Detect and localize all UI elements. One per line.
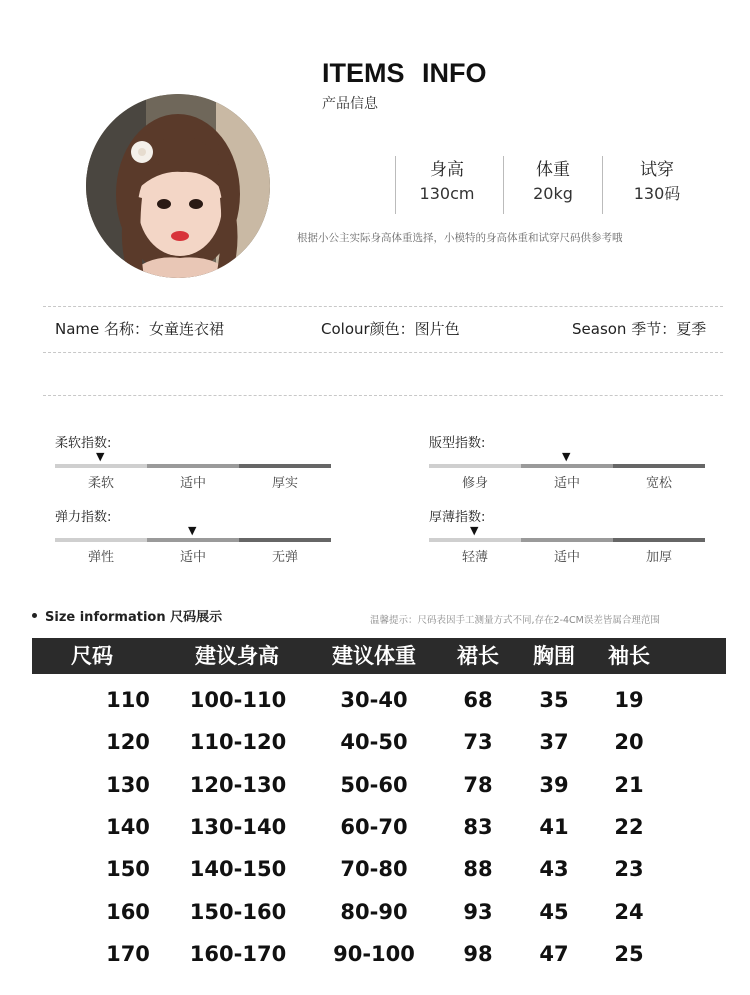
size-table-cell: 45 <box>539 899 569 924</box>
size-table-cell: 43 <box>539 857 569 882</box>
stat-weight <box>504 156 602 214</box>
items-info-title: ITEMS INFO <box>322 58 487 88</box>
size-table-cell: 22 <box>614 814 644 839</box>
fit-option: 宽松 <box>645 476 672 491</box>
scale-segment <box>55 538 147 542</box>
thickness-index-title: 厚薄指数: <box>429 510 486 525</box>
elasticity-options <box>55 546 331 564</box>
stat-tryon-value: 130码 <box>633 184 681 203</box>
fit-marker-icon: ▼ <box>562 450 571 463</box>
elasticity-option: 弹性 <box>87 550 114 565</box>
size-table-cell: 90-100 <box>333 941 415 966</box>
product-season: Season 季节：夏季 <box>572 320 707 338</box>
elasticity-option: 无弹 <box>271 550 298 565</box>
fit-option: 修身 <box>461 476 488 491</box>
size-table-cell: 120-130 <box>189 772 287 797</box>
size-table-cell: 150-160 <box>189 899 287 924</box>
stat-height-value: 130cm <box>419 184 475 203</box>
size-table-cell: 150 <box>106 857 150 882</box>
scale-segment <box>429 538 521 542</box>
size-table-cell: 73 <box>463 730 493 755</box>
size-table-cell: 19 <box>614 688 644 712</box>
scale-segment <box>147 538 239 542</box>
elasticity-marker-icon: ▼ <box>188 524 197 537</box>
thickness-marker-icon: ▼ <box>470 524 479 537</box>
elasticity-scale <box>55 538 331 542</box>
size-tip: 温馨提示：尺码表因手工测量方式不同,存在2-4CM误差皆属合理范围 <box>370 615 660 626</box>
scale-segment <box>613 538 705 542</box>
stat-tryon <box>608 156 706 214</box>
softness-option: 适中 <box>179 476 206 491</box>
softness-option: 厚实 <box>271 476 298 491</box>
size-info-title: Size information 尺码展示 <box>45 610 223 625</box>
size-table-cell: 88 <box>463 857 493 882</box>
size-table-header-cell: 尺码 <box>71 644 113 668</box>
thickness-option: 轻薄 <box>461 550 488 565</box>
softness-options <box>55 472 331 490</box>
size-table-cell: 40-50 <box>340 730 408 755</box>
thickness-scale <box>429 538 705 542</box>
product-name: Name 名称：女童连衣裙 <box>55 320 225 338</box>
softness-scale <box>55 464 331 468</box>
size-table-header-cell: 建议体重 <box>332 644 416 668</box>
softness-marker-icon: ▼ <box>96 450 105 463</box>
fit-options <box>429 472 705 490</box>
fit-scale <box>429 464 705 468</box>
scale-segment <box>429 464 521 468</box>
size-table-cell: 130-140 <box>189 814 287 839</box>
size-info-heading <box>32 606 222 625</box>
stat-divider <box>602 156 603 214</box>
size-table-cell: 80-90 <box>340 899 408 924</box>
elasticity-index-title: 弹力指数: <box>55 510 112 525</box>
scale-segment <box>521 538 613 542</box>
size-table-cell: 35 <box>539 688 569 712</box>
size-table-cell: 60-70 <box>340 814 408 839</box>
items-info-subtitle: 产品信息 <box>322 96 378 112</box>
divider <box>43 306 723 307</box>
stat-tryon-label: 试穿 <box>640 160 674 180</box>
size-table-cell: 170 <box>106 941 150 966</box>
thickness-option: 适中 <box>553 550 580 565</box>
size-table-cell: 160-170 <box>189 941 287 966</box>
size-table-header <box>32 638 726 674</box>
thickness-options <box>429 546 705 564</box>
size-table-header-cell: 裙长 <box>457 644 499 668</box>
size-table-cell: 130 <box>106 772 150 797</box>
size-table-cell: 140 <box>106 814 150 839</box>
size-table-cell: 68 <box>463 688 493 712</box>
elasticity-option: 适中 <box>179 550 206 565</box>
size-table-cell: 41 <box>539 814 569 839</box>
scale-segment <box>521 464 613 468</box>
size-table-cell: 160 <box>106 899 150 924</box>
size-table-cell: 110-120 <box>189 730 287 755</box>
size-table-cell: 50-60 <box>340 772 408 797</box>
divider <box>43 395 723 396</box>
fit-option: 适中 <box>553 476 580 491</box>
size-table-cell: 25 <box>614 941 644 966</box>
size-table-cell: 24 <box>614 899 644 924</box>
softness-index-title: 柔软指数: <box>55 436 112 451</box>
size-table-cell: 98 <box>463 941 493 966</box>
size-table-cell: 70-80 <box>340 857 408 882</box>
size-table-cell: 83 <box>463 814 493 839</box>
size-table-cell: 37 <box>539 730 569 755</box>
size-table-cell: 110 <box>106 688 150 712</box>
size-table-cell: 39 <box>539 772 569 797</box>
bullet-icon <box>32 613 37 618</box>
size-table-cell: 93 <box>463 899 493 924</box>
scale-segment <box>55 464 147 468</box>
size-table-cell: 100-110 <box>189 688 287 712</box>
fit-index-title: 版型指数: <box>429 436 486 451</box>
divider <box>43 352 723 353</box>
size-table-cell: 20 <box>614 730 644 755</box>
stat-height <box>398 156 496 214</box>
scale-segment <box>147 464 239 468</box>
softness-option: 柔软 <box>87 476 114 491</box>
size-table-cell: 47 <box>539 941 569 966</box>
size-table-cell: 140-150 <box>189 857 287 882</box>
stat-divider <box>395 156 396 214</box>
size-table-header-cell: 建议身高 <box>195 644 279 668</box>
stat-height-label: 身高 <box>430 160 464 180</box>
size-table-cell: 21 <box>614 772 644 797</box>
size-table-header-cell: 胸围 <box>533 644 575 668</box>
thickness-option: 加厚 <box>645 550 672 565</box>
size-table-cell: 120 <box>106 730 150 755</box>
stat-weight-value: 20kg <box>533 184 573 203</box>
scale-segment <box>239 464 331 468</box>
model-photo <box>86 94 270 278</box>
product-colour: Colour颜色：图片色 <box>321 320 460 338</box>
size-table-header-cell: 袖长 <box>608 644 650 668</box>
scale-segment <box>613 464 705 468</box>
scale-segment <box>239 538 331 542</box>
stat-weight-label: 体重 <box>536 160 570 180</box>
size-table-cell: 30-40 <box>340 688 408 712</box>
size-table-cell: 23 <box>614 857 644 882</box>
model-note: 根据小公主实际身高体重选择，小模特的身高体重和试穿尺码供参考哦 <box>297 232 623 244</box>
size-table-cell: 78 <box>463 772 493 797</box>
